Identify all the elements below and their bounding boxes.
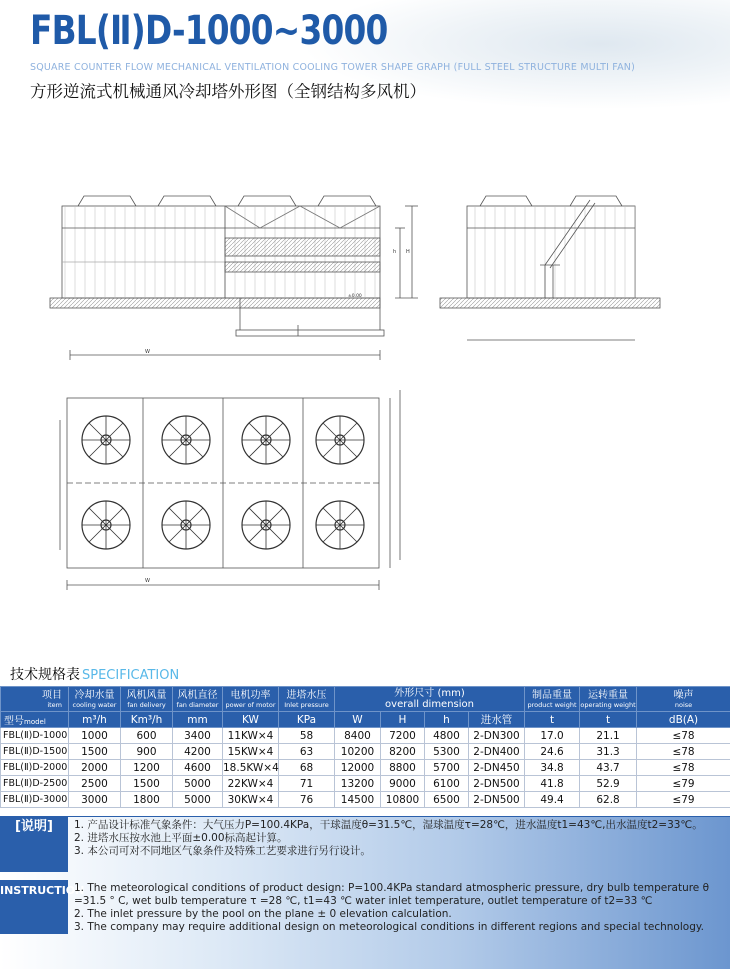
cell: 13200 [335,776,381,792]
cell: ≤78 [637,744,730,760]
cell: 8800 [381,760,425,776]
cell: 34.8 [525,760,580,776]
fan-unit [82,501,130,549]
cell: 10800 [381,792,425,808]
cell: 11KW×4 [223,728,279,744]
cell-model: FBL(Ⅱ)D-2000 [1,760,69,776]
cell: 1500 [121,776,173,792]
unit-cell: t [580,712,637,728]
cell: 5000 [173,776,223,792]
cell: 5300 [425,744,469,760]
header-noise: 噪声 noise [637,687,730,712]
divider [0,816,730,817]
unit-cell: mm [173,712,223,728]
elevation-label: ±0.00 [348,294,362,299]
note-cn-2: 2. 进塔水压按水池上平面±0.00标高起计算。 [74,832,288,844]
note-cn-1: 1. 产品设计标准气象条件：大气压力P=100.4KPa，干球温度θ=31.5℃，湿球温度τ=28℃，进水温度t1=43℃,出水温度t2=33℃。 [74,819,703,831]
cell: 10200 [335,744,381,760]
unit-cell: KPa [279,712,335,728]
unit-cell: 进水管 [469,712,525,728]
unit-cell: dB(A) [637,712,730,728]
spec-title-cn: 技术规格表 [10,667,80,683]
header-fan-diameter: 风机直径 fan diameter [173,687,223,712]
cell: 6500 [425,792,469,808]
cell: 7200 [381,728,425,744]
cell: 8200 [381,744,425,760]
cell-model: FBL(Ⅱ)D-2500 [1,776,69,792]
cell: 4200 [173,744,223,760]
table-units-row [1,712,730,728]
cell: 43.7 [580,760,637,776]
header-fan-delivery: 风机风量 fan delivery [121,687,173,712]
table-row [1,728,730,744]
unit-cell: Km³/h [121,712,173,728]
header-dimension: 外形尺寸 (mm) overall dimension [335,687,525,712]
table-row [1,744,730,760]
cell: 58 [279,728,335,744]
header-model: 型号model [1,712,69,728]
cell: 6100 [425,776,469,792]
fan-unit [316,501,364,549]
instruction-panel [0,816,730,969]
cell: 17.0 [525,728,580,744]
cell: 2-DN400 [469,744,525,760]
cell: ≤79 [637,792,730,808]
cell: 52.9 [580,776,637,792]
cell: 2000 [69,760,121,776]
cell: 4600 [173,760,223,776]
header-weight: 制品重量 product weight [525,687,580,712]
cell: 30KW×4 [223,792,279,808]
front-h-label: h [393,249,397,255]
cell: 5700 [425,760,469,776]
cell: 71 [279,776,335,792]
notes-label-cn: [说明] [0,816,68,872]
notes-label-en: INSTRUCTION [0,880,68,934]
header-inlet: 进塔水压 Inlet pressure [279,687,335,712]
cell: 3400 [173,728,223,744]
cell: 41.8 [525,776,580,792]
cell: 1800 [121,792,173,808]
cell: 2-DN500 [469,776,525,792]
cell: 63 [279,744,335,760]
fan-unit [162,416,210,464]
cell: 2-DN450 [469,760,525,776]
unit-cell: W [335,712,381,728]
table-header-row [1,687,730,712]
cell: 14500 [335,792,381,808]
note-cn-3: 3. 本公司可对不同地区气象条件及特殊工艺要求进行另行设计。 [74,845,371,857]
cell: 22KW×4 [223,776,279,792]
fan-unit [82,416,130,464]
cell: 31.3 [580,744,637,760]
cell: 4800 [425,728,469,744]
cell: 9000 [381,776,425,792]
cell: 21.1 [580,728,637,744]
subtitle-chinese: 方形逆流式机械通风冷却塔外形图（全钢结构多风机） [30,82,426,101]
fan-unit [162,501,210,549]
fan-unit [242,416,290,464]
cell: 2-DN300 [469,728,525,744]
cell: 1000 [69,728,121,744]
cell: ≤78 [637,760,730,776]
cell: 2500 [69,776,121,792]
subtitle-english: SQUARE COUNTER FLOW MECHANICAL VENTILATION COOLING TOWER SHAPE GRAPH (FULL STEEL STRUCTURE MULTI FAN) [30,62,636,73]
plan-view [60,390,400,590]
cell: 1200 [121,760,173,776]
unit-cell: m³/h [69,712,121,728]
page-title: FBL(Ⅱ)D-1000~3000 [30,8,388,54]
plan-width-label: W [145,578,150,584]
cell: 900 [121,744,173,760]
cell: 24.6 [525,744,580,760]
table-row [1,776,730,792]
cell: 1500 [69,744,121,760]
header-cooling-water: 冷却水量 cooling water [69,687,121,712]
front-H-label: H [406,249,410,255]
table-row [1,792,730,808]
cell: 2-DN500 [469,792,525,808]
cell: 8400 [335,728,381,744]
spec-title-en: SPECIFICATION [82,668,180,683]
cell: 12000 [335,760,381,776]
header-motor: 电机功率 power of motor [223,687,279,712]
unit-cell: KW [223,712,279,728]
cell-model: FBL(Ⅱ)D-1500 [1,744,69,760]
header-item: 项目 item [1,687,69,712]
table-row [1,760,730,776]
note-en-1b: =31.5 ° C, wet bulb temperature τ =28 ℃, t1=43 ℃ water inlet temperature, outlet temperature of t2=33 ℃ [74,895,653,907]
unit-cell: h [425,712,469,728]
side-elevation [440,196,660,340]
fan-unit [316,416,364,464]
spec-heading [10,664,179,684]
note-en-3: 3. The company may require additional design on meteorological conditions in different regions and special technology. [74,921,704,933]
cell-model: FBL(Ⅱ)D-1000 [1,728,69,744]
cell: 5000 [173,792,223,808]
fan-stacks [78,196,376,206]
note-en-1: 1. The meteorological conditions of product design: P=100.4KPa standard atmospheric pressure, dry bulb temperature θ [74,882,710,894]
cell: ≤79 [637,776,730,792]
cell: 18.5KW×4 [223,761,279,774]
cell: 600 [121,728,173,744]
cell: 76 [279,792,335,808]
cell: ≤78 [637,728,730,744]
front-elevation [50,196,418,360]
unit-cell: H [381,712,425,728]
cell: 68 [279,760,335,776]
cell: 49.4 [525,792,580,808]
spec-table [0,686,730,808]
cell: 15KW×4 [223,744,279,760]
front-width-label: W [145,349,150,355]
cell: 3000 [69,792,121,808]
note-en-2: 2. The inlet pressure by the pool on the plane ± 0 elevation calculation. [74,908,452,920]
unit-cell: t [525,712,580,728]
header-op-weight: 运转重量 operating weight [580,687,637,712]
cell-model: FBL(Ⅱ)D-3000 [1,792,69,808]
cell: 62.8 [580,792,637,808]
fan-unit [242,501,290,549]
